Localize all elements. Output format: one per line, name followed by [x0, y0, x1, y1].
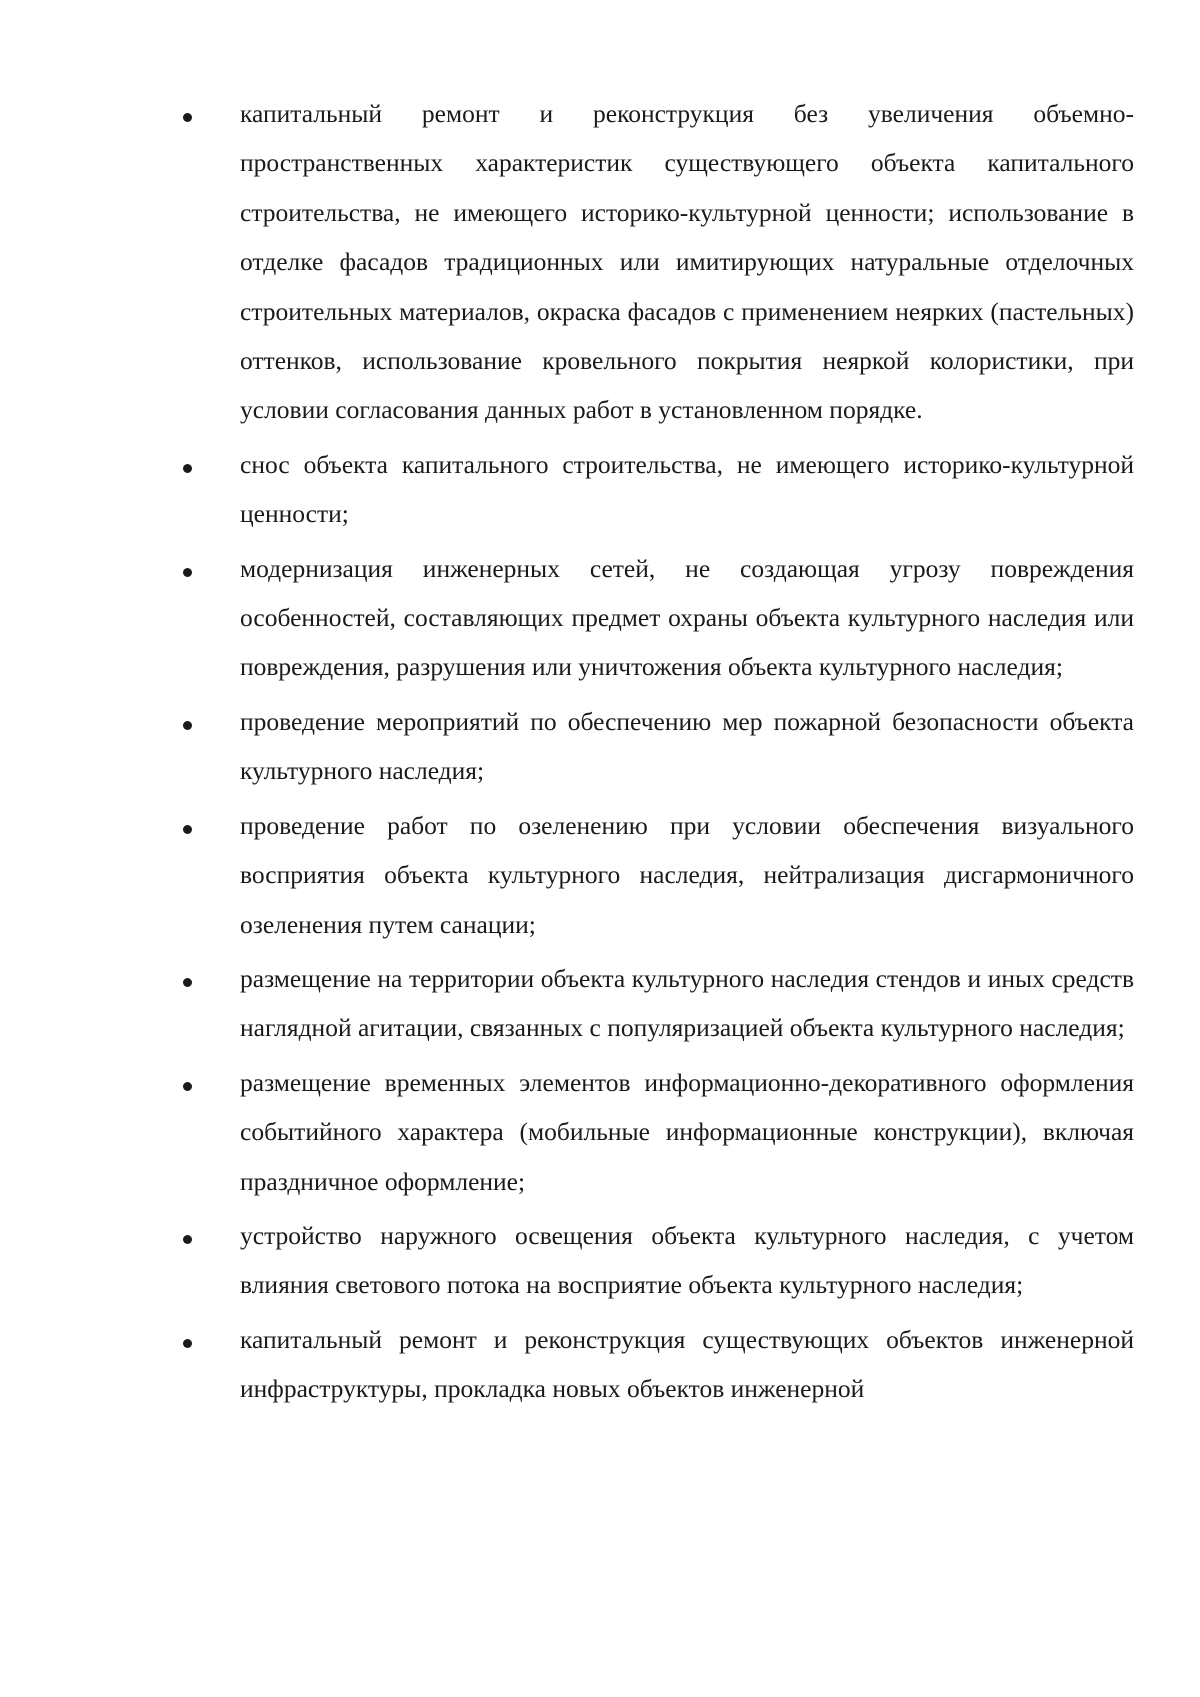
bullet-list: [0, 89, 1200, 1419]
list-item: [0, 1211, 1200, 1310]
bullet-icon: [183, 1082, 192, 1091]
list-item-text: размещение временных элементов информационно-декоративного оформления событийного характера (мобильные информационные конструкции), включая праздничное оформление;: [240, 1067, 1134, 1196]
list-item: [0, 1058, 1200, 1206]
list-item-text: капитальный ремонт и реконструкция без увеличения объемно-пространственных характеристик существующего объекта капитального строительства, не имеющего историко-культурной ценности; использование в отделке фасадов традиционных или имитирующих натуральные отделочных строительных материалов, окраска фасадов с применением неярких (пастельных) оттенков, использование кровельного покрытия неяркой колористики, при условии согласования данных работ в установленном порядке.: [240, 99, 1134, 425]
bullet-icon: [183, 1339, 192, 1348]
bullet-icon: [183, 978, 192, 987]
bullet-icon: [183, 825, 192, 834]
list-item-text: снос объекта капитального строительства, не имеющего историко-культурной ценности;: [240, 449, 1134, 529]
bullet-icon: [183, 113, 192, 122]
list-item: [0, 697, 1200, 796]
list-item: [0, 1315, 1200, 1414]
list-item: [0, 89, 1200, 435]
bullet-icon: [183, 721, 192, 730]
list-item: [0, 544, 1200, 692]
bullet-icon: [183, 568, 192, 577]
list-item-text: капитальный ремонт и реконструкция существующих объектов инженерной инфраструктуры, прокладка новых объектов инженерной: [240, 1324, 1134, 1404]
list-item-text: проведение работ по озеленению при условии обеспечения визуального восприятия объекта культурного наследия, нейтрализация дисгармоничного озеленения путем санации;: [240, 810, 1134, 939]
list-item-text: проведение мероприятий по обеспечению мер пожарной безопасности объекта культурного наследия;: [240, 706, 1134, 786]
list-item: [0, 954, 1200, 1053]
list-item: [0, 440, 1200, 539]
list-item-text: размещение на территории объекта культурного наследия стендов и иных средств наглядной агитации, связанных с популяризацией объекта культурного наследия;: [240, 963, 1134, 1043]
bullet-icon: [183, 464, 192, 473]
bullet-icon: [183, 1235, 192, 1244]
list-item: [0, 801, 1200, 949]
list-item-text: модернизация инженерных сетей, не создающая угрозу повреждения особенностей, составляющих предмет охраны объекта культурного наследия или повреждения, разрушения или уничтожения объекта культурного наследия;: [240, 553, 1134, 682]
list-item-text: устройство наружного освещения объекта культурного наследия, с учетом влияния светового потока на восприятие объекта культурного наследия;: [240, 1220, 1134, 1300]
